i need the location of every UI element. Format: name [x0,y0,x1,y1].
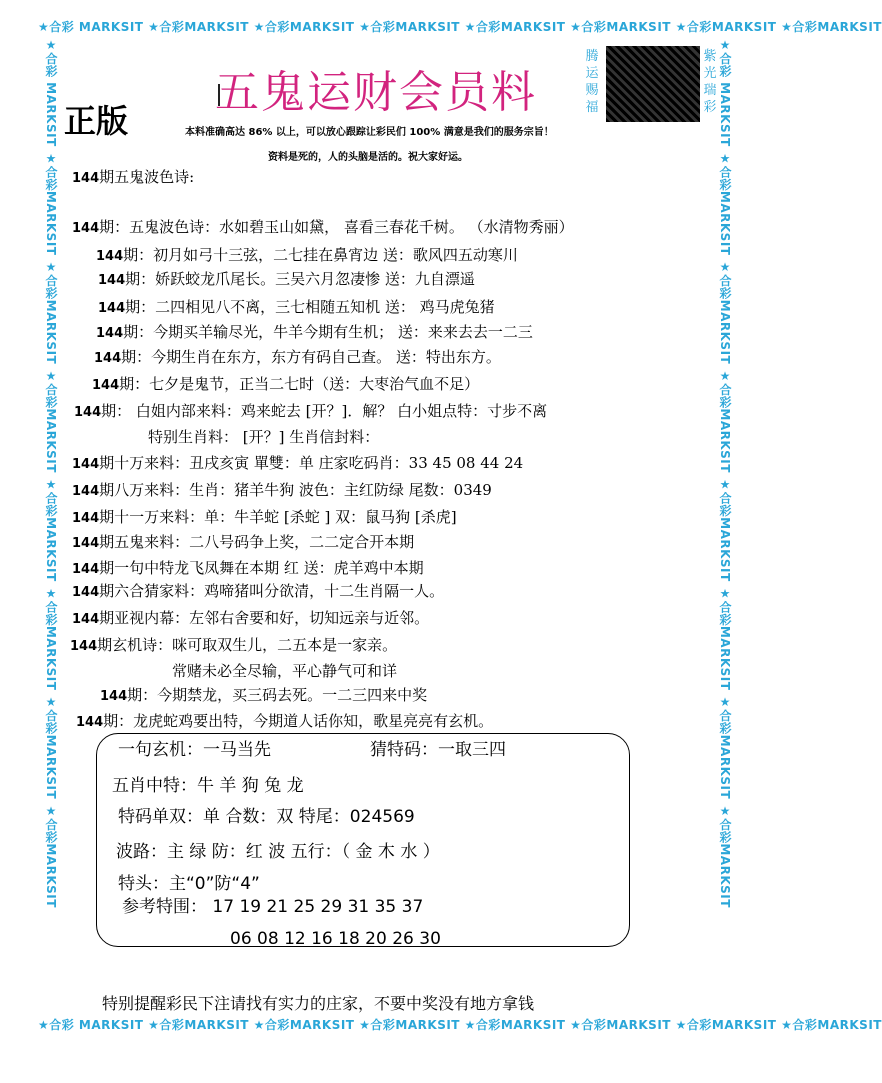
box-five-zodiac: 五肖中特：牛 羊 狗 兔 龙 [112,776,304,796]
line-4: 144期：娇跃蛟龙爪尾长。三吴六月忽凄惨 送：九自漂遥 [98,270,475,288]
line-20: 144期：今期禁龙，买三码去死。一二三四来中奖 [100,686,428,704]
line-21: 144期：龙虎蛇鸡要出特，今期道人话你知，歌星亮亮有玄机。 [76,712,494,730]
line-12: 144期八万来料：生肖：猪羊牛狗 波色：主红防绿 尾数：0349 [72,481,492,499]
box-odd-even: 特码单双：单 合数：双 特尾：024569 [118,807,415,827]
line-2: 144期：五鬼波色诗：水如碧玉山如黛， 喜看三春花千树。 （水清物秀丽） [72,218,574,236]
bottom-watermark-border: ★合彩 MARKSIT ★合彩MARKSIT ★合彩MARKSIT ★合彩MARKSIT ★合彩MARKSIT ★合彩MARKSIT ★合彩MARKSIT ★合彩MARKSIT [38,1018,882,1032]
line-1: 144期五鬼波色诗: [72,168,195,186]
line-6: 144期：今期买羊输尽光，牛羊今期有生机； 送：来来去去一二三 [96,323,533,341]
box-guess: 猜特码：一取三四 [370,740,506,760]
line-17: 144期亚视内幕：左邻右舍要和好，切知远亲与近邻。 [72,609,430,627]
line-14: 144期五鬼来料：二八号码争上奖，二二定合开本期 [72,533,415,551]
left-stamp: 腾运赐福 [585,49,599,115]
qr-code-image [606,46,700,122]
line-11: 144期十万来料：丑戌亥寅 單雙：单 庄家吃码肖：33 45 08 44 24 [72,454,524,472]
box-range-1: 参考特围： 17 19 21 25 29 31 35 37 [122,897,424,917]
line-13: 144期十一万来料：单：牛羊蛇 [杀蛇 ] 双：鼠马狗 [杀虎] [72,508,457,526]
line-8: 144期：七夕是鬼节，正当二七时（送：大枣治气血不足） [92,375,480,393]
top-watermark-border: ★合彩 MARKSIT ★合彩MARKSIT ★合彩MARKSIT ★合彩MARKSIT ★合彩MARKSIT ★合彩MARKSIT ★合彩MARKSIT ★合彩MARKSIT [38,20,882,34]
line-7: 144期：今期生肖在东方，东方有码自己查。 送：特出东方。 [94,348,501,366]
box-hint: 一句玄机：一马当先 [118,740,271,760]
line-10: 特别生肖料： [开？] 生肖信封料： [148,428,380,446]
box-wave: 波路：主 绿 防：红 波 五行：（ 金 木 水 ） [116,842,440,862]
right-stamp: 紫光瑞彩 [703,49,717,115]
line-16: 144期六合猜家料：鸡啼猪叫分欲清，十二生肖隔一人。 [72,582,445,600]
subtitle-accuracy: 本料准确高达 86% 以上，可以放心跟踪让彩民们 100% 满意是我们的服务宗旨！ [185,127,554,138]
box-range-2: 06 08 12 16 18 20 26 30 [230,929,441,949]
line-15: 144期一句中特龙飞凤舞在本期 红 送：虎羊鸡中本期 [72,559,424,577]
subtitle-luck: 资料是死的，人的头脑是活的。祝大家好运。 [268,152,468,163]
line-18: 144期玄机诗：咪可取双生儿，二五本是一家亲。 [70,636,398,654]
page-title: 五鬼运财会员料 [215,67,537,118]
box-head: 特头：主“0”防“4” [118,874,260,894]
line-19: 常赌未必全尽输，平心静气可和详 [172,662,398,680]
line-3: 144期：初月如弓十三弦，二七挂在鼻宵边 送：歌风四五动寒川 [96,246,518,264]
right-watermark-border: ★合彩 MARKSIT ★合彩MARKSIT ★合彩MARKSIT ★合彩MARKSIT ★合彩MARKSIT ★合彩MARKSIT ★合彩MARKSIT ★合彩MARKSIT [718,38,732,908]
footer-warning: 特别提醒彩民下注请找有实力的庄家，不要中奖没有地方拿钱 [102,994,535,1013]
left-watermark-border: ★合彩 MARKSIT ★合彩MARKSIT ★合彩MARKSIT ★合彩MARKSIT ★合彩MARKSIT ★合彩MARKSIT ★合彩MARKSIT ★合彩MARKSIT [44,38,58,908]
line-5: 144期：二四相见八不离，三七相随五知机 送： 鸡马虎兔猪 [98,298,495,316]
genuine-label: 正版 [64,102,129,140]
line-9: 144期： 白姐内部来料：鸡来蛇去 [开？]．解？ 白小姐点特：寸步不离 [74,402,548,420]
